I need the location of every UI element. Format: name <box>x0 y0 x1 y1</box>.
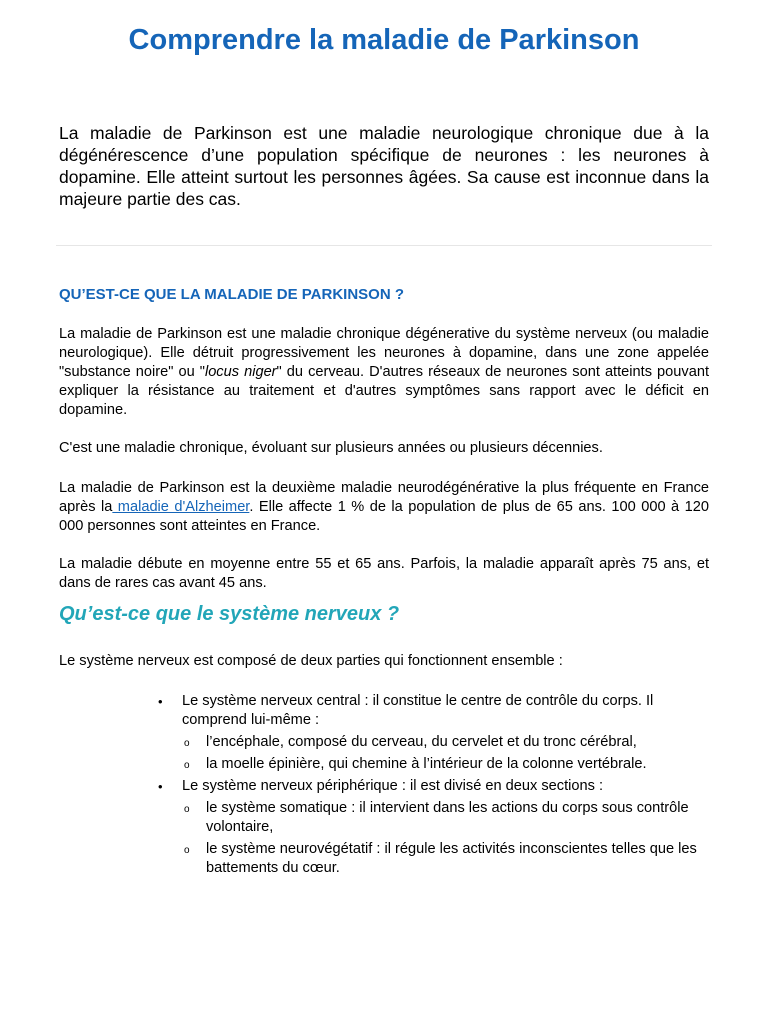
sub-list-item <box>182 799 718 837</box>
sub-list-item-text: l’encéphale, composé du cerveau, du cervelet et du tronc cérébral, <box>206 734 637 750</box>
paragraph-text: La maladie de Parkinson est la deuxième maladie neurodégénérative la plus fréquente en France après la <box>59 480 709 515</box>
circle-bullet-icon: o <box>184 804 190 815</box>
sub-list-item <box>182 733 718 752</box>
circle-bullet-icon: o <box>184 760 190 771</box>
list-item-text: Le système nerveux central : il constitue le centre de contrôle du corps. Il comprend lui-même : <box>182 693 654 728</box>
list-item <box>158 692 718 774</box>
paragraph-definition <box>59 325 709 420</box>
sub-list-item <box>182 755 718 774</box>
sub-list-item-text: le système somatique : il intervient dans les actions du corps sous contrôle volontaire, <box>206 800 689 835</box>
list-item <box>158 777 718 878</box>
paragraph-nervous-system-intro: Le système nerveux est composé de deux parties qui fonctionnent ensemble : <box>59 653 563 669</box>
paragraph-onset-age: La maladie débute en moyenne entre 55 et 65 ans. Parfois, la maladie apparaît après 75 ans, et dans de rares cas avant 45 ans. <box>59 556 709 591</box>
sub-list-item-text: la moelle épinière, qui chemine à l’intérieur de la colonne vertébrale. <box>206 756 647 772</box>
sub-list-item-text: le système neurovégétatif : il régule les activités inconscientes telles que les battements du cœur. <box>206 841 697 876</box>
paragraph-text: . Elle affecte 1 % de la population de plus de 65 ans. 100 000 à 120 000 personnes sont atteintes en France. <box>59 499 709 534</box>
sub-list-item <box>182 840 718 878</box>
italic-term: locus niger <box>204 364 277 380</box>
paragraph-prevalence <box>59 479 709 536</box>
paragraph-chronic: C'est une maladie chronique, évoluant sur plusieurs années ou plusieurs décennies. <box>59 440 603 456</box>
bullet-icon: • <box>158 694 163 709</box>
divider <box>56 245 712 246</box>
nervous-system-list <box>158 692 718 881</box>
bullet-icon: • <box>158 779 163 794</box>
section-heading: QU’EST-CE QUE LA MALADIE DE PARKINSON ? <box>59 286 405 303</box>
paragraph-text: La maladie de Parkinson est une maladie chronique dégénerative du système nerveux (ou maladie neurologique). Elle détruit progressivement les neurones à dopamine, dans une zone appelée "substance noire" ou " <box>59 326 709 380</box>
alzheimer-link[interactable]: maladie d'Alzheimer <box>112 499 250 515</box>
subheading-nervous-system: Qu’est-ce que le système nerveux ? <box>59 603 400 625</box>
page-title: Comprendre la maladie de Parkinson <box>128 24 640 56</box>
sub-list <box>182 733 718 774</box>
intro-paragraph: La maladie de Parkinson est une maladie neurologique chronique due à la dégénérescence d’une population spécifique de neurones : les neurones à dopamine. Elle atteint surtout les personnes âgées. Sa cause est inconnue dans la majeure partie des cas. <box>59 123 709 209</box>
paragraph-text: " du cerveau. D'autres réseaux de neurones sont atteints pouvant expliquer la résistance au traitement et d'autres symptômes sans rapport avec le déficit en dopamine. <box>59 364 709 418</box>
circle-bullet-icon: o <box>184 845 190 856</box>
list-item-text: Le système nerveux périphérique : il est divisé en deux sections : <box>182 778 604 794</box>
circle-bullet-icon: o <box>184 738 190 749</box>
sub-list <box>182 799 718 878</box>
